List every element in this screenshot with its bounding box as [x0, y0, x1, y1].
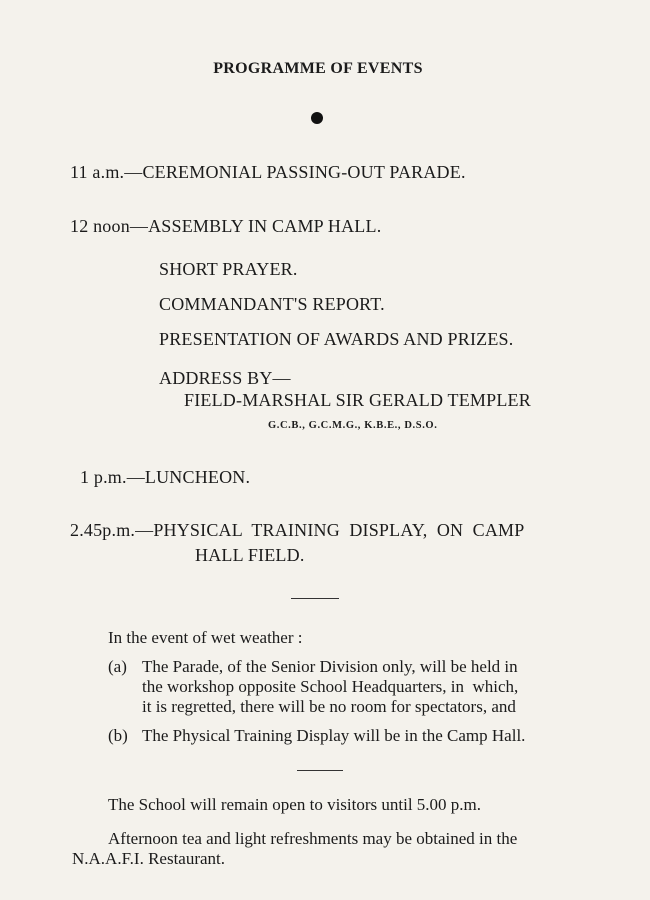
wet-item-a-line: The Parade, of the Senior Division only, will be held in	[142, 657, 518, 676]
speaker-name: FIELD-MARSHAL SIR GERALD TEMPLER	[184, 390, 531, 410]
assembly-item-address: ADDRESS BY—	[159, 368, 291, 388]
speaker-honours: G.C.B., G.C.M.G., K.B.E., D.S.O.	[268, 420, 438, 431]
event-text: LUNCHEON.	[144, 467, 251, 487]
event-assembly: 12 noon—ASSEMBLY IN CAMP HALL.	[70, 216, 382, 236]
assembly-item-awards: PRESENTATION OF AWARDS AND PRIZES.	[159, 329, 514, 349]
event-luncheon: 1 p.m.—LUNCHEON.	[80, 467, 251, 487]
page-title: PROGRAMME OF EVENTS	[213, 60, 423, 77]
event-text: PHYSICAL TRAINING DISPLAY, ON CAMP	[153, 520, 525, 540]
wet-item-a-line: it is regretted, there will be no room for spectators, and	[142, 697, 516, 716]
wet-weather-heading: In the event of wet weather :	[108, 628, 303, 647]
section-divider	[297, 770, 343, 771]
event-display: 2.45p.m.—PHYSICAL TRAINING DISPLAY, ON CAMP	[70, 520, 525, 540]
event-time: 11 a.m.	[70, 162, 125, 182]
event-text: CEREMONIAL PASSING-OUT PARADE.	[142, 162, 466, 182]
note-opening-hours: The School will remain open to visitors until 5.00 p.m.	[108, 795, 482, 814]
section-divider	[291, 598, 339, 599]
event-display-continued: HALL FIELD.	[195, 545, 305, 565]
wet-item-b-line: The Physical Training Display will be in the Camp Hall.	[142, 726, 526, 745]
event-time: 12 noon	[70, 216, 130, 236]
event-time: 1 p.m.	[80, 467, 127, 487]
note-refreshments: Afternoon tea and light refreshments may be obtained in the	[108, 829, 518, 848]
event-text: ASSEMBLY IN CAMP HALL.	[148, 216, 382, 236]
event-time: 2.45p.m.	[70, 520, 136, 540]
wet-item-a-line: the workshop opposite School Headquarters, in which,	[142, 677, 519, 696]
bullet-dot-icon	[311, 112, 323, 124]
assembly-item-report: COMMANDANT'S REPORT.	[159, 294, 385, 314]
wet-item-label: (b)	[108, 726, 128, 745]
wet-item-label: (a)	[108, 657, 127, 676]
event-parade: 11 a.m.—CEREMONIAL PASSING-OUT PARADE.	[70, 162, 466, 182]
assembly-item-prayer: SHORT PRAYER.	[159, 259, 298, 279]
note-refreshments-venue: N.A.A.F.I. Restaurant.	[72, 849, 226, 868]
